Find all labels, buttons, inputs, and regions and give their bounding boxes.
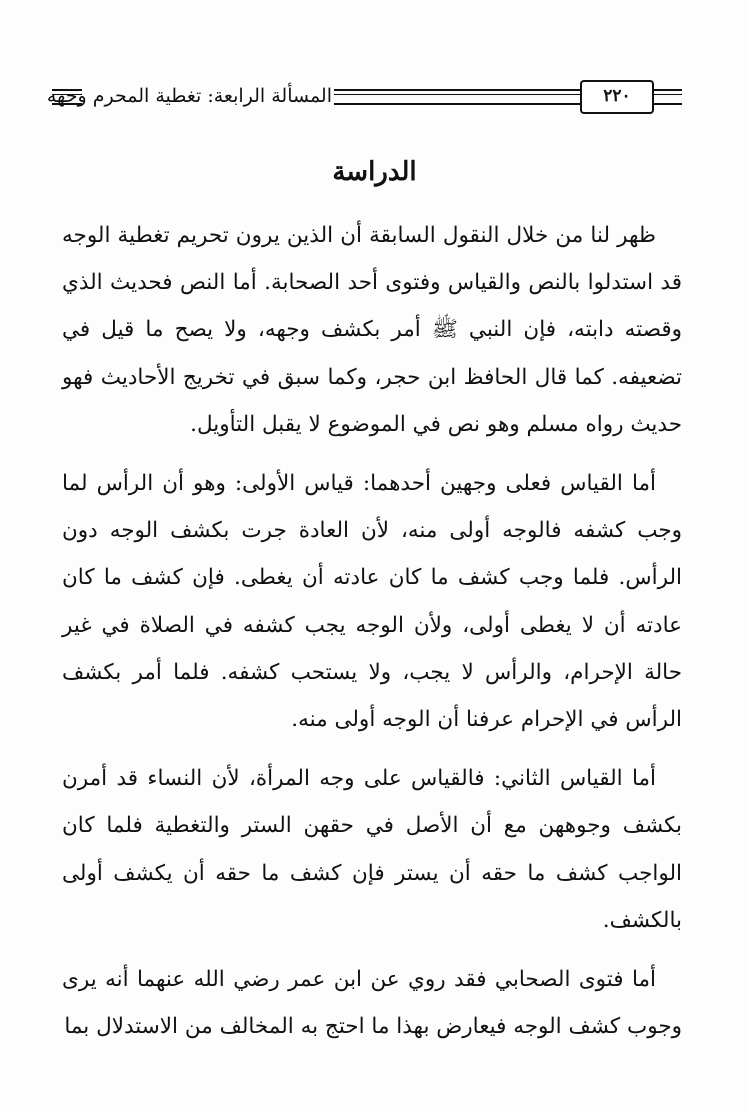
page-number: ٢٢٠ [580,80,654,114]
paragraph: ظهر لنا من خلال النقول السابقة أن الذين يرون تحريم تغطية الوجه قد استدلوا بالنص والقياس وفتوى أحد الصحابة. أما النص فحديث الذي وقصته دابته، فإن النبي ﷺ أمر بكشف وجهه، ولا يصح ما قيل في تضعيفه. كما قال الحافظ ابن حجر، وكما سبق في تخريج الأحاديث فهو حديث رواه مسلم وهو نص في الموضوع لا يقبل التأويل. [62,223,682,437]
header-rule-left [52,89,82,105]
header-rule-middle [334,89,582,105]
section-heading: الدراسة [332,157,417,187]
paragraph: أما فتوى الصحابي فقد روي عن ابن عمر رضي الله عنهما أنه يرى وجوب كشف الوجه فيعارض بهذا ما احتج به المخالف من الاستدلال بما [62,967,682,1040]
paragraph: أما القياس الثاني: فالقياس على وجه المرأة، لأن النساء قد أمرن بكشف وجوههن مع أن الأصل في حقهن الستر والتغطية فلما كان الواجب كشف ما حقه أن يستر فإن كشف ما حقه أن يكشف أولى بالكشف. [62,766,682,933]
header-rule-right [654,89,682,105]
running-header [46,80,682,114]
running-title: المسألة الرابعة: تغطية المحرم وجهه [46,85,332,107]
paragraph: أما القياس فعلى وجهين أحدهما: قياس الأولى: وهو أن الرأس لما وجب كشفه فالوجه أولى منه، لأن العادة جرت بكشف الوجه دون الرأس. فلما وجب كشف ما كان عادته أن يغطى. فإن كشف ما كان عادته أن لا يغطى أولى، ولأن الوجه يجب كشفه في الصلاة في غير حالة الإحرام، والرأس لا يجب، ولا يستحب كشفه. فلما أمر بكشف الرأس في الإحرام عرفنا أن الوجه أولى منه. [62,471,682,733]
body-text [62,212,682,1062]
